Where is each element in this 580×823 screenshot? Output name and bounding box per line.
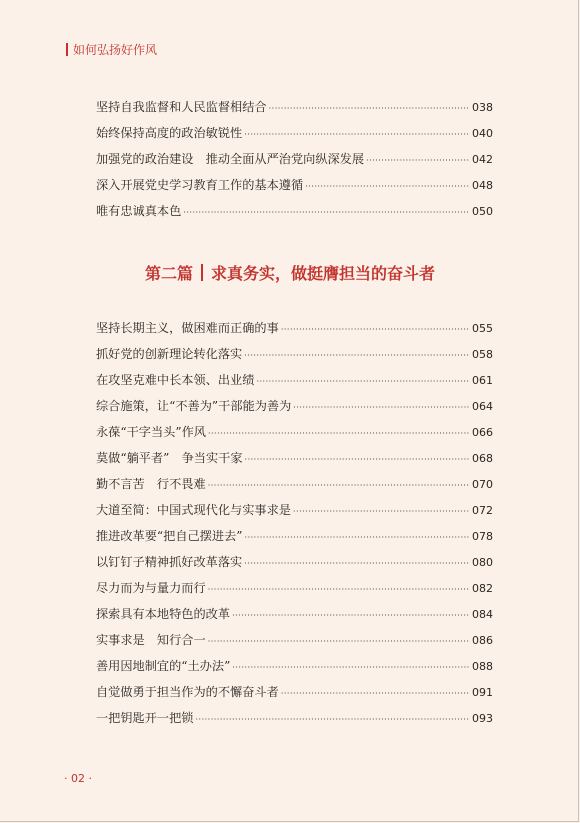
section-title-text: 求真务实，做挺膺担当的奋斗者	[211, 264, 436, 283]
toc-entry-title: 一把钥匙开一把锁	[96, 711, 194, 725]
toc-entry-title: 大道至简：中国式现代化与实事求是	[96, 503, 291, 517]
toc-entry-title: 深入开展党史学习教育工作的基本遵循	[96, 178, 304, 192]
toc-leader-dots	[293, 499, 470, 525]
toc-entry[interactable]	[96, 627, 493, 653]
section-heading	[0, 261, 580, 284]
toc-entry-page: 078	[472, 530, 493, 543]
toc-entry-page: 048	[472, 179, 493, 192]
toc-leader-dots	[208, 577, 470, 603]
toc-entry-page: 082	[472, 582, 493, 595]
toc-leader-dots	[269, 96, 470, 122]
toc-entry[interactable]	[96, 120, 493, 146]
toc-entry-title: 实事求是 知行合一	[96, 633, 206, 647]
toc-entry-page: 080	[472, 556, 493, 569]
toc-entry-page: 070	[472, 478, 493, 491]
toc-leader-dots	[245, 447, 470, 473]
toc-entry-page: 061	[472, 374, 493, 387]
toc-entry-page: 066	[472, 426, 493, 439]
toc-entry-title: 永葆“干字当头”作风	[96, 425, 206, 439]
toc-entry-title: 推进改革要“把自己摆进去”	[96, 529, 243, 543]
toc-leader-dots	[232, 655, 470, 681]
toc-list-top	[96, 94, 493, 224]
toc-entry-page: 042	[472, 153, 493, 166]
toc-entry[interactable]	[96, 705, 493, 731]
section-separator-bar	[201, 264, 203, 281]
toc-leader-dots	[281, 681, 470, 707]
toc-entry[interactable]	[96, 419, 493, 445]
running-head-title: 如何弘扬好作风	[73, 43, 158, 57]
toc-leader-dots	[305, 174, 470, 200]
toc-leader-dots	[208, 421, 470, 447]
toc-entry[interactable]	[96, 367, 493, 393]
toc-entry-title: 坚持自我监督和人民监督相结合	[96, 100, 267, 114]
toc-leader-dots	[366, 148, 470, 174]
toc-entry[interactable]	[96, 341, 493, 367]
toc-entry-title: 自觉做勇于担当作为的不懈奋斗者	[96, 685, 279, 699]
toc-entry-title: 勤不言苦 行不畏难	[96, 477, 206, 491]
toc-leader-dots	[208, 473, 470, 499]
toc-leader-dots	[232, 603, 470, 629]
section-part-label: 第二篇	[144, 264, 193, 283]
toc-leader-dots	[244, 551, 470, 577]
toc-entry[interactable]	[96, 679, 493, 705]
toc-entry-title: 以钉钉子精神抓好改革落实	[96, 555, 243, 569]
toc-entry-page: 055	[472, 322, 493, 335]
toc-leader-dots	[293, 395, 470, 421]
toc-entry-title: 唯有忠诚真本色	[96, 204, 182, 218]
toc-entry-page: 072	[472, 504, 493, 517]
toc-entry[interactable]	[96, 146, 493, 172]
toc-entry-page: 064	[472, 400, 493, 413]
toc-entry-title: 坚持长期主义，做困难而正确的事	[96, 321, 279, 335]
toc-entry[interactable]	[96, 172, 493, 198]
toc-entry-page: 093	[472, 712, 493, 725]
toc-entry-page: 058	[472, 348, 493, 361]
toc-entry-page: 084	[472, 608, 493, 621]
running-head	[66, 41, 157, 58]
toc-leader-dots	[196, 707, 471, 733]
toc-entry-title: 始终保持高度的政治敏锐性	[96, 126, 243, 140]
toc-list-bottom	[96, 315, 493, 731]
toc-entry[interactable]	[96, 393, 493, 419]
toc-entry-title: 莫做“躺平者” 争当实干家	[96, 451, 243, 465]
toc-entry[interactable]	[96, 497, 493, 523]
toc-entry-page: 086	[472, 634, 493, 647]
toc-entry[interactable]	[96, 653, 493, 679]
toc-leader-dots	[281, 317, 470, 343]
toc-entry-title: 尽力而为与量力而行	[96, 581, 206, 595]
toc-leader-dots	[244, 122, 470, 148]
toc-entry-page: 050	[472, 205, 493, 218]
toc-leader-dots	[244, 343, 470, 369]
toc-entry-title: 加强党的政治建设 推动全面从严治党向纵深发展	[96, 152, 365, 166]
toc-entry[interactable]	[96, 601, 493, 627]
toc-entry[interactable]	[96, 471, 493, 497]
page-number: · 02 ·	[64, 772, 92, 785]
toc-entry-page: 091	[472, 686, 493, 699]
toc-leader-dots	[256, 369, 470, 395]
toc-entry[interactable]	[96, 94, 493, 120]
toc-entry-title: 探索具有本地特色的改革	[96, 607, 231, 621]
toc-entry[interactable]	[96, 523, 493, 549]
toc-leader-dots	[183, 200, 470, 226]
toc-entry-title: 抓好党的创新理论转化落实	[96, 347, 243, 361]
toc-entry-title: 善用因地制宜的“土办法”	[96, 659, 231, 673]
toc-entry[interactable]	[96, 575, 493, 601]
running-head-bar	[66, 43, 68, 56]
toc-entry-page: 038	[472, 101, 493, 114]
toc-entry-page: 088	[472, 660, 493, 673]
toc-entry-title: 综合施策，让“不善为”干部能为善为	[96, 399, 292, 413]
toc-entry[interactable]	[96, 445, 493, 471]
toc-entry[interactable]	[96, 549, 493, 575]
toc-leader-dots	[208, 629, 470, 655]
toc-entry-page: 068	[472, 452, 493, 465]
toc-entry[interactable]	[96, 315, 493, 341]
toc-entry-page: 040	[472, 127, 493, 140]
toc-entry-title: 在攻坚克难中长本领、出业绩	[96, 373, 255, 387]
toc-leader-dots	[245, 525, 470, 551]
toc-entry[interactable]	[96, 198, 493, 224]
